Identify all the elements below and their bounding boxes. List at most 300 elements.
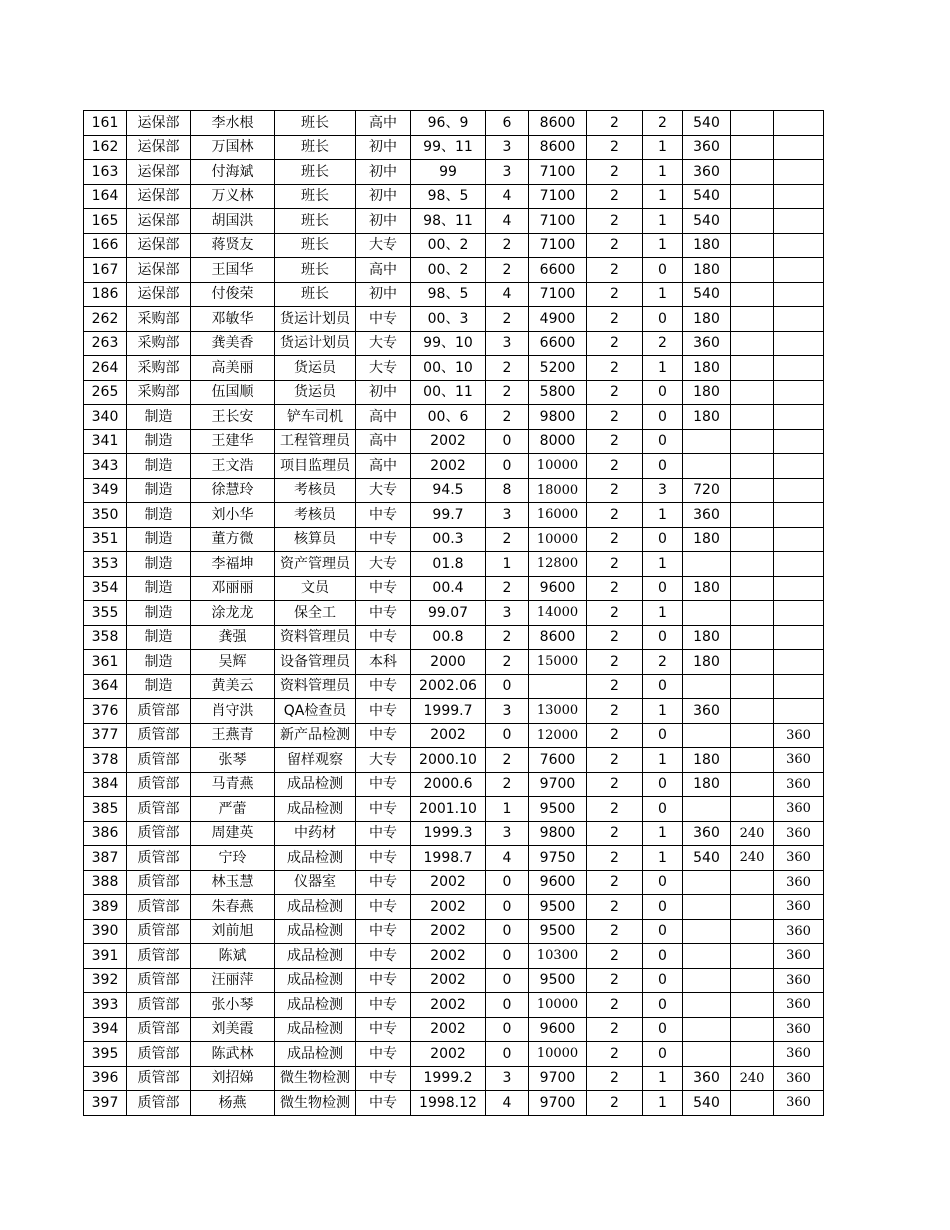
cell-level: 1 xyxy=(643,699,683,724)
cell-position: 班长 xyxy=(275,209,356,234)
cell-amount: 7100 xyxy=(529,184,587,209)
cell-bonus-b xyxy=(731,503,774,528)
table-row xyxy=(84,331,824,356)
cell-education: 高中 xyxy=(356,454,411,479)
cell-bonus-a: 360 xyxy=(683,160,731,185)
cell-years: 2 xyxy=(486,625,529,650)
cell-position: 资料管理员 xyxy=(275,674,356,699)
cell-grade: 2 xyxy=(587,111,643,136)
cell-level: 0 xyxy=(643,723,683,748)
cell-name: 龚美香 xyxy=(191,331,275,356)
cell-level: 0 xyxy=(643,870,683,895)
cell-position: 班长 xyxy=(275,111,356,136)
cell-education: 中专 xyxy=(356,944,411,969)
cell-start-date: 2000.10 xyxy=(411,748,486,773)
cell-level: 1 xyxy=(643,601,683,626)
cell-bonus-c xyxy=(774,576,824,601)
cell-grade: 2 xyxy=(587,282,643,307)
cell-education: 高中 xyxy=(356,111,411,136)
table-row xyxy=(84,797,824,822)
cell-bonus-c xyxy=(774,356,824,381)
cell-grade: 2 xyxy=(587,454,643,479)
cell-name: 龚强 xyxy=(191,625,275,650)
cell-amount: 9700 xyxy=(529,772,587,797)
cell-start-date: 2002.06 xyxy=(411,674,486,699)
cell-education: 中专 xyxy=(356,968,411,993)
cell-start-date: 2000 xyxy=(411,650,486,675)
cell-bonus-b xyxy=(731,870,774,895)
cell-years: 0 xyxy=(486,723,529,748)
cell-education: 中专 xyxy=(356,674,411,699)
cell-education: 大专 xyxy=(356,478,411,503)
cell-bonus-a xyxy=(683,968,731,993)
cell-years: 2 xyxy=(486,356,529,381)
cell-grade: 2 xyxy=(587,552,643,577)
cell-bonus-a xyxy=(683,674,731,699)
cell-amount: 5800 xyxy=(529,380,587,405)
cell-grade: 2 xyxy=(587,209,643,234)
cell-bonus-c: 360 xyxy=(774,870,824,895)
cell-department: 运保部 xyxy=(127,258,191,283)
cell-position: 中药材 xyxy=(275,821,356,846)
cell-id: 265 xyxy=(84,380,127,405)
cell-id: 386 xyxy=(84,821,127,846)
cell-bonus-b: 240 xyxy=(731,1066,774,1091)
table-row xyxy=(84,723,824,748)
cell-name: 张小琴 xyxy=(191,993,275,1018)
cell-bonus-b xyxy=(731,919,774,944)
cell-bonus-a: 720 xyxy=(683,478,731,503)
cell-amount: 9600 xyxy=(529,1017,587,1042)
cell-bonus-b xyxy=(731,1091,774,1116)
cell-bonus-b xyxy=(731,1017,774,1042)
cell-id: 351 xyxy=(84,527,127,552)
cell-start-date: 98、5 xyxy=(411,282,486,307)
cell-name: 朱春燕 xyxy=(191,895,275,920)
cell-position: 班长 xyxy=(275,135,356,160)
cell-bonus-b xyxy=(731,699,774,724)
cell-grade: 2 xyxy=(587,331,643,356)
cell-level: 0 xyxy=(643,454,683,479)
cell-amount: 8600 xyxy=(529,111,587,136)
cell-education: 中专 xyxy=(356,895,411,920)
cell-start-date: 00、3 xyxy=(411,307,486,332)
cell-bonus-b xyxy=(731,233,774,258)
cell-id: 397 xyxy=(84,1091,127,1116)
cell-start-date: 00、2 xyxy=(411,233,486,258)
cell-level: 2 xyxy=(643,331,683,356)
cell-name: 伍国顺 xyxy=(191,380,275,405)
cell-bonus-a xyxy=(683,723,731,748)
cell-bonus-c: 360 xyxy=(774,1042,824,1067)
cell-level: 0 xyxy=(643,968,683,993)
cell-bonus-a: 180 xyxy=(683,576,731,601)
cell-level: 0 xyxy=(643,405,683,430)
cell-start-date: 2002 xyxy=(411,723,486,748)
table-row xyxy=(84,258,824,283)
cell-position: 核算员 xyxy=(275,527,356,552)
cell-department: 质管部 xyxy=(127,772,191,797)
cell-department: 运保部 xyxy=(127,135,191,160)
cell-years: 0 xyxy=(486,454,529,479)
cell-department: 质管部 xyxy=(127,1091,191,1116)
cell-amount: 9600 xyxy=(529,870,587,895)
cell-grade: 2 xyxy=(587,1042,643,1067)
cell-bonus-a: 360 xyxy=(683,135,731,160)
cell-amount: 7600 xyxy=(529,748,587,773)
cell-bonus-c: 360 xyxy=(774,846,824,871)
cell-years: 1 xyxy=(486,552,529,577)
cell-amount: 9500 xyxy=(529,919,587,944)
cell-name: 徐慧玲 xyxy=(191,478,275,503)
table-row xyxy=(84,748,824,773)
cell-bonus-c xyxy=(774,601,824,626)
cell-bonus-c: 360 xyxy=(774,968,824,993)
table-row xyxy=(84,160,824,185)
cell-id: 163 xyxy=(84,160,127,185)
cell-position: 留样观察 xyxy=(275,748,356,773)
table-row xyxy=(84,772,824,797)
cell-id: 353 xyxy=(84,552,127,577)
cell-id: 389 xyxy=(84,895,127,920)
cell-bonus-c xyxy=(774,527,824,552)
cell-bonus-c xyxy=(774,454,824,479)
cell-amount: 7100 xyxy=(529,282,587,307)
cell-bonus-b xyxy=(731,797,774,822)
cell-start-date: 00.8 xyxy=(411,625,486,650)
cell-bonus-a xyxy=(683,454,731,479)
cell-years: 3 xyxy=(486,503,529,528)
table-row xyxy=(84,380,824,405)
cell-id: 378 xyxy=(84,748,127,773)
cell-years: 2 xyxy=(486,748,529,773)
cell-level: 1 xyxy=(643,552,683,577)
cell-bonus-b xyxy=(731,331,774,356)
cell-department: 采购部 xyxy=(127,307,191,332)
cell-position: 资产管理员 xyxy=(275,552,356,577)
cell-education: 初中 xyxy=(356,160,411,185)
cell-bonus-b xyxy=(731,356,774,381)
cell-bonus-b xyxy=(731,552,774,577)
table-row xyxy=(84,429,824,454)
cell-grade: 2 xyxy=(587,405,643,430)
cell-bonus-c: 360 xyxy=(774,944,824,969)
cell-bonus-b xyxy=(731,282,774,307)
cell-bonus-a: 540 xyxy=(683,282,731,307)
cell-years: 8 xyxy=(486,478,529,503)
cell-position: 成品检测 xyxy=(275,993,356,1018)
cell-amount: 8600 xyxy=(529,135,587,160)
cell-id: 387 xyxy=(84,846,127,871)
cell-name: 黄美云 xyxy=(191,674,275,699)
cell-years: 0 xyxy=(486,993,529,1018)
cell-start-date: 1998.7 xyxy=(411,846,486,871)
cell-years: 4 xyxy=(486,282,529,307)
cell-position: 成品检测 xyxy=(275,797,356,822)
cell-name: 马青燕 xyxy=(191,772,275,797)
cell-years: 2 xyxy=(486,380,529,405)
cell-years: 0 xyxy=(486,1017,529,1042)
cell-id: 262 xyxy=(84,307,127,332)
cell-position: 保全工 xyxy=(275,601,356,626)
cell-start-date: 00、10 xyxy=(411,356,486,381)
cell-education: 中专 xyxy=(356,1042,411,1067)
cell-bonus-b xyxy=(731,625,774,650)
cell-id: 166 xyxy=(84,233,127,258)
cell-amount: 10000 xyxy=(529,454,587,479)
table-row xyxy=(84,576,824,601)
cell-bonus-c xyxy=(774,135,824,160)
cell-years: 0 xyxy=(486,429,529,454)
cell-level: 0 xyxy=(643,1042,683,1067)
cell-department: 采购部 xyxy=(127,331,191,356)
cell-grade: 2 xyxy=(587,993,643,1018)
table-row xyxy=(84,1091,824,1116)
cell-bonus-a xyxy=(683,944,731,969)
cell-id: 164 xyxy=(84,184,127,209)
cell-department: 质管部 xyxy=(127,797,191,822)
cell-grade: 2 xyxy=(587,1017,643,1042)
table-row xyxy=(84,1066,824,1091)
cell-start-date: 2002 xyxy=(411,944,486,969)
cell-level: 0 xyxy=(643,307,683,332)
cell-years: 3 xyxy=(486,1066,529,1091)
table-row xyxy=(84,111,824,136)
cell-name: 王建华 xyxy=(191,429,275,454)
cell-start-date: 2002 xyxy=(411,1042,486,1067)
cell-bonus-a: 360 xyxy=(683,1066,731,1091)
cell-education: 中专 xyxy=(356,846,411,871)
cell-name: 蒋贤友 xyxy=(191,233,275,258)
cell-id: 161 xyxy=(84,111,127,136)
table-row xyxy=(84,454,824,479)
cell-years: 2 xyxy=(486,650,529,675)
cell-bonus-a: 360 xyxy=(683,331,731,356)
cell-bonus-a: 360 xyxy=(683,699,731,724)
cell-bonus-a xyxy=(683,1017,731,1042)
cell-start-date: 99、11 xyxy=(411,135,486,160)
cell-level: 0 xyxy=(643,944,683,969)
table-row xyxy=(84,184,824,209)
cell-years: 0 xyxy=(486,870,529,895)
cell-level: 2 xyxy=(643,650,683,675)
cell-start-date: 98、5 xyxy=(411,184,486,209)
cell-bonus-a: 540 xyxy=(683,209,731,234)
table-row xyxy=(84,919,824,944)
cell-level: 0 xyxy=(643,625,683,650)
cell-department: 质管部 xyxy=(127,748,191,773)
cell-level: 0 xyxy=(643,258,683,283)
cell-start-date: 99.07 xyxy=(411,601,486,626)
cell-amount: 15000 xyxy=(529,650,587,675)
table-row xyxy=(84,699,824,724)
cell-position: 成品检测 xyxy=(275,846,356,871)
cell-bonus-a: 180 xyxy=(683,258,731,283)
cell-start-date: 2002 xyxy=(411,1017,486,1042)
cell-grade: 2 xyxy=(587,772,643,797)
cell-years: 2 xyxy=(486,576,529,601)
cell-grade: 2 xyxy=(587,944,643,969)
cell-start-date: 96、9 xyxy=(411,111,486,136)
cell-education: 初中 xyxy=(356,184,411,209)
cell-bonus-c xyxy=(774,478,824,503)
cell-department: 采购部 xyxy=(127,380,191,405)
cell-education: 初中 xyxy=(356,209,411,234)
cell-name: 邓丽丽 xyxy=(191,576,275,601)
cell-start-date: 2002 xyxy=(411,454,486,479)
cell-level: 0 xyxy=(643,919,683,944)
cell-bonus-c xyxy=(774,111,824,136)
cell-level: 0 xyxy=(643,576,683,601)
cell-department: 运保部 xyxy=(127,184,191,209)
cell-grade: 2 xyxy=(587,478,643,503)
table-row xyxy=(84,674,824,699)
cell-bonus-b xyxy=(731,993,774,1018)
cell-name: 严蕾 xyxy=(191,797,275,822)
table-row xyxy=(84,944,824,969)
cell-start-date: 2001.10 xyxy=(411,797,486,822)
table-row xyxy=(84,846,824,871)
cell-name: 涂龙龙 xyxy=(191,601,275,626)
cell-grade: 2 xyxy=(587,650,643,675)
cell-bonus-c xyxy=(774,184,824,209)
cell-name: 肖守洪 xyxy=(191,699,275,724)
cell-id: 264 xyxy=(84,356,127,381)
cell-years: 0 xyxy=(486,944,529,969)
cell-amount: 12000 xyxy=(529,723,587,748)
cell-bonus-b xyxy=(731,429,774,454)
cell-years: 2 xyxy=(486,772,529,797)
cell-name: 高美丽 xyxy=(191,356,275,381)
cell-years: 2 xyxy=(486,405,529,430)
cell-grade: 2 xyxy=(587,356,643,381)
cell-grade: 2 xyxy=(587,797,643,822)
cell-years: 2 xyxy=(486,527,529,552)
cell-department: 制造 xyxy=(127,576,191,601)
cell-level: 3 xyxy=(643,478,683,503)
cell-education: 中专 xyxy=(356,503,411,528)
cell-id: 361 xyxy=(84,650,127,675)
cell-position: 班长 xyxy=(275,282,356,307)
cell-grade: 2 xyxy=(587,895,643,920)
cell-position: 班长 xyxy=(275,233,356,258)
cell-bonus-a: 360 xyxy=(683,821,731,846)
cell-start-date: 99 xyxy=(411,160,486,185)
cell-position: 班长 xyxy=(275,184,356,209)
cell-bonus-a: 540 xyxy=(683,111,731,136)
cell-grade: 2 xyxy=(587,258,643,283)
table-row xyxy=(84,478,824,503)
cell-name: 李福坤 xyxy=(191,552,275,577)
cell-education: 中专 xyxy=(356,797,411,822)
cell-bonus-c xyxy=(774,380,824,405)
cell-level: 0 xyxy=(643,1017,683,1042)
cell-name: 万义林 xyxy=(191,184,275,209)
cell-years: 6 xyxy=(486,111,529,136)
cell-education: 大专 xyxy=(356,331,411,356)
cell-grade: 2 xyxy=(587,527,643,552)
cell-level: 1 xyxy=(643,503,683,528)
cell-years: 1 xyxy=(486,797,529,822)
cell-name: 刘小华 xyxy=(191,503,275,528)
cell-id: 165 xyxy=(84,209,127,234)
cell-amount: 12800 xyxy=(529,552,587,577)
cell-position: 货运计划员 xyxy=(275,331,356,356)
cell-education: 中专 xyxy=(356,870,411,895)
table-row xyxy=(84,1017,824,1042)
cell-level: 0 xyxy=(643,429,683,454)
cell-level: 1 xyxy=(643,209,683,234)
cell-id: 377 xyxy=(84,723,127,748)
cell-grade: 2 xyxy=(587,699,643,724)
cell-department: 质管部 xyxy=(127,846,191,871)
cell-education: 初中 xyxy=(356,380,411,405)
cell-name: 付俊荣 xyxy=(191,282,275,307)
cell-grade: 2 xyxy=(587,380,643,405)
table-row xyxy=(84,821,824,846)
cell-name: 邓敏华 xyxy=(191,307,275,332)
cell-bonus-c xyxy=(774,552,824,577)
cell-id: 384 xyxy=(84,772,127,797)
cell-department: 制造 xyxy=(127,527,191,552)
cell-education: 中专 xyxy=(356,699,411,724)
cell-bonus-b xyxy=(731,307,774,332)
cell-position: 成品检测 xyxy=(275,895,356,920)
cell-position: QA检查员 xyxy=(275,699,356,724)
cell-department: 制造 xyxy=(127,429,191,454)
cell-years: 0 xyxy=(486,674,529,699)
cell-department: 运保部 xyxy=(127,111,191,136)
table-row xyxy=(84,527,824,552)
cell-education: 中专 xyxy=(356,993,411,1018)
cell-position: 资料管理员 xyxy=(275,625,356,650)
cell-grade: 2 xyxy=(587,748,643,773)
cell-department: 质管部 xyxy=(127,723,191,748)
cell-grade: 2 xyxy=(587,919,643,944)
cell-position: 成品检测 xyxy=(275,919,356,944)
cell-education: 高中 xyxy=(356,258,411,283)
cell-position: 微生物检测 xyxy=(275,1066,356,1091)
cell-department: 质管部 xyxy=(127,919,191,944)
cell-department: 制造 xyxy=(127,650,191,675)
cell-name: 张琴 xyxy=(191,748,275,773)
cell-bonus-b xyxy=(731,527,774,552)
cell-education: 大专 xyxy=(356,356,411,381)
cell-amount: 18000 xyxy=(529,478,587,503)
cell-bonus-b xyxy=(731,601,774,626)
cell-amount: 9700 xyxy=(529,1091,587,1116)
cell-position: 货运计划员 xyxy=(275,307,356,332)
cell-name: 付海斌 xyxy=(191,160,275,185)
cell-start-date: 2002 xyxy=(411,968,486,993)
cell-bonus-c: 360 xyxy=(774,919,824,944)
cell-amount: 10000 xyxy=(529,993,587,1018)
cell-education: 中专 xyxy=(356,1017,411,1042)
cell-level: 0 xyxy=(643,674,683,699)
cell-amount: 9700 xyxy=(529,1066,587,1091)
cell-department: 质管部 xyxy=(127,821,191,846)
cell-name: 万国林 xyxy=(191,135,275,160)
cell-bonus-b xyxy=(731,772,774,797)
cell-id: 396 xyxy=(84,1066,127,1091)
cell-grade: 2 xyxy=(587,184,643,209)
cell-bonus-c: 360 xyxy=(774,772,824,797)
cell-bonus-b xyxy=(731,1042,774,1067)
table-row xyxy=(84,895,824,920)
cell-department: 制造 xyxy=(127,674,191,699)
cell-name: 宁玲 xyxy=(191,846,275,871)
cell-bonus-b xyxy=(731,650,774,675)
